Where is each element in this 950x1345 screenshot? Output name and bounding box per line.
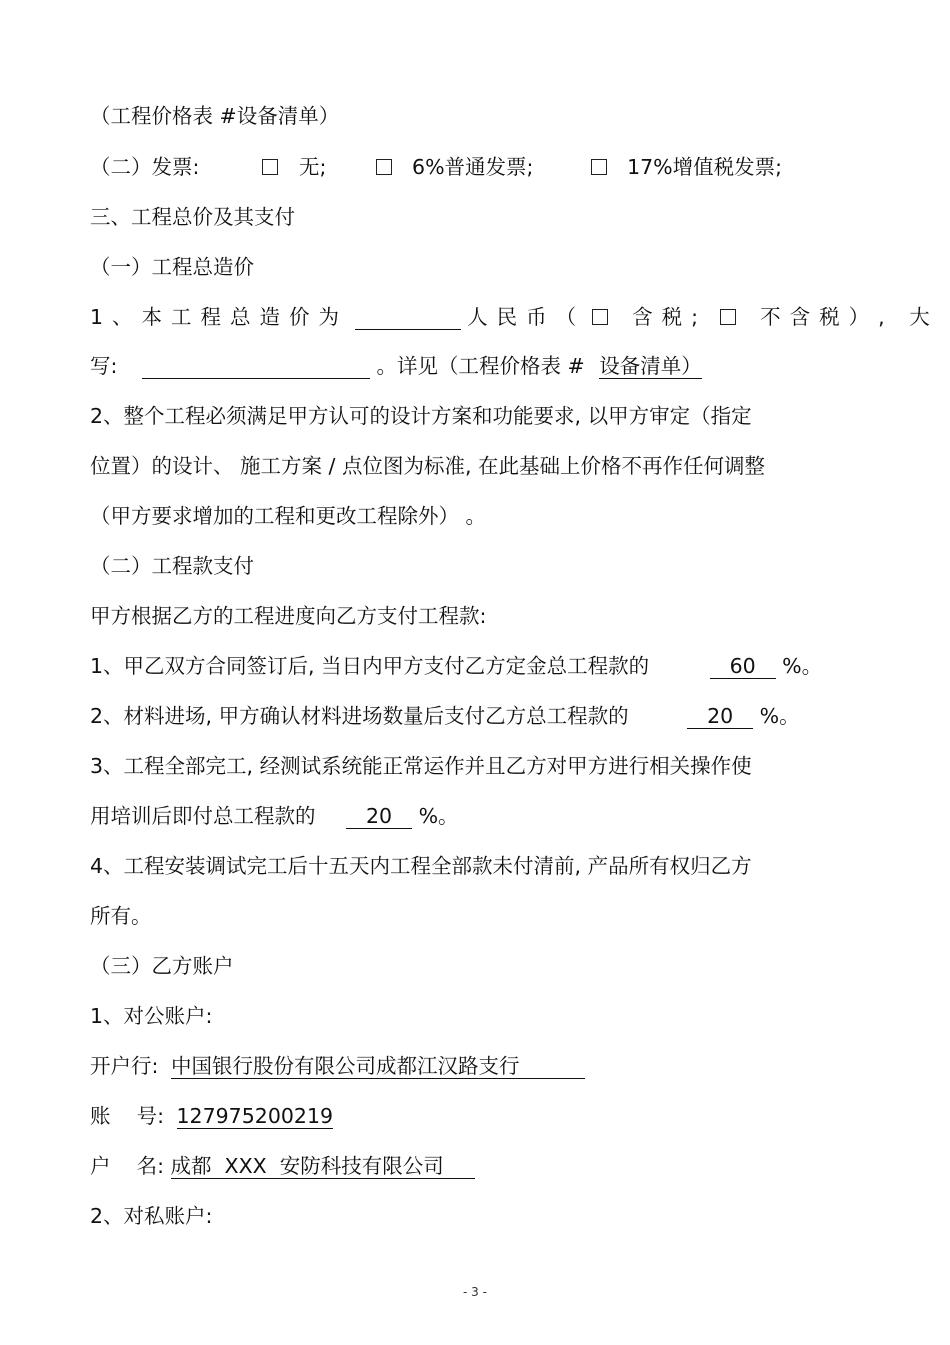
equipment-list-link: 设备清单）	[599, 354, 702, 378]
deposit-percent-value: 60	[710, 654, 776, 679]
price-table-reference: （工程价格表 #设备清单）	[90, 104, 340, 128]
account-name-label: 户 名:	[90, 1154, 164, 1178]
percent-suffix: %。	[782, 654, 823, 678]
account-name-line	[90, 1152, 475, 1180]
payment-intro: 甲方根据乙方的工程进度向乙方支付工程款:	[90, 604, 487, 628]
invoice-options-line	[90, 153, 782, 181]
checkbox-tax-included[interactable]	[592, 309, 608, 325]
clause-2-line-1: 2、整个工程必须满足甲方认可的设计方案和功能要求, 以甲方审定（指定	[90, 404, 752, 428]
option-no-invoice: 无;	[299, 155, 327, 179]
payment-clause-4-line-2: 所有。	[90, 904, 152, 928]
checkbox-tax-excluded[interactable]	[720, 309, 736, 325]
corporate-account-heading: 1、对公账户:	[90, 1004, 213, 1028]
account-name-value: 成都 XXX 安防科技有限公司	[171, 1154, 475, 1179]
clause-2-line-3: （甲方要求增加的工程和更改工程除外） 。	[90, 504, 487, 528]
tax-included-label: 含税;	[632, 305, 708, 329]
payment-clause-1	[90, 652, 822, 680]
payment-clause-4-line-1: 4、工程安装调试完工后十五天内工程全部款未付清前, 产品所有权归乙方	[90, 854, 752, 878]
total-cost-prefix: 1、本工程总造价为	[90, 305, 349, 329]
payment-clause-2-text: 2、材料进场, 甲方确认材料进场数量后支付乙方总工程款的	[90, 704, 629, 728]
account-number-line	[90, 1102, 333, 1130]
account-number-value: 127975200219	[176, 1104, 334, 1128]
subsection-heading-payment: （二）工程款支付	[90, 554, 254, 578]
subsection-heading-total-cost: （一）工程总造价	[90, 255, 254, 279]
clause-2-line-2: 位置）的设计、 施工方案 / 点位图为标准, 在此基础上价格不再作任何调整	[90, 454, 765, 478]
account-number-label: 账 号:	[90, 1104, 164, 1128]
bank-value: 中国银行股份有限公司成都江汉路支行	[171, 1054, 585, 1079]
payment-clause-2	[90, 702, 800, 730]
amount-in-words-label: 写:	[90, 354, 118, 378]
payment-clause-1-text: 1、甲乙双方合同签订后, 当日内甲方支付乙方定金总工程款的	[90, 654, 650, 678]
detail-reference: 。详见（工程价格表 #	[376, 354, 585, 378]
completion-percent-value: 20	[346, 804, 412, 829]
checkbox-no-invoice[interactable]	[262, 159, 278, 175]
percent-suffix: %。	[418, 804, 459, 828]
tax-excluded-label: 不含税）, 大	[760, 305, 939, 329]
payment-clause-3-line-1: 3、工程全部完工, 经测试系统能正常运作并且乙方对甲方进行相关操作使	[90, 754, 752, 778]
total-cost-blank[interactable]	[355, 305, 461, 330]
private-account-heading: 2、对私账户:	[90, 1204, 213, 1228]
amount-in-words-line	[90, 352, 702, 380]
page-number: - 3 -	[463, 1285, 487, 1299]
checkbox-17pct-invoice[interactable]	[591, 159, 607, 175]
payment-clause-3-line-2	[90, 802, 459, 830]
amount-in-words-blank[interactable]	[142, 354, 370, 379]
total-cost-line	[90, 303, 939, 331]
option-17pct-invoice: 17%增值税发票;	[627, 155, 783, 179]
checkbox-6pct-invoice[interactable]	[376, 159, 392, 175]
material-percent-value: 20	[687, 704, 753, 729]
invoice-label: （二）发票:	[90, 155, 200, 179]
payment-clause-3-text: 用培训后即付总工程款的	[90, 804, 316, 828]
percent-suffix: %。	[759, 704, 800, 728]
subsection-heading-account: （三）乙方账户	[90, 954, 234, 978]
bank-line	[90, 1052, 585, 1080]
section-heading-total-price: 三、工程总价及其支付	[90, 205, 295, 229]
bank-label: 开户行:	[90, 1054, 159, 1078]
option-6pct-invoice: 6%普通发票;	[412, 155, 534, 179]
currency-label: 人民币（	[467, 305, 586, 329]
